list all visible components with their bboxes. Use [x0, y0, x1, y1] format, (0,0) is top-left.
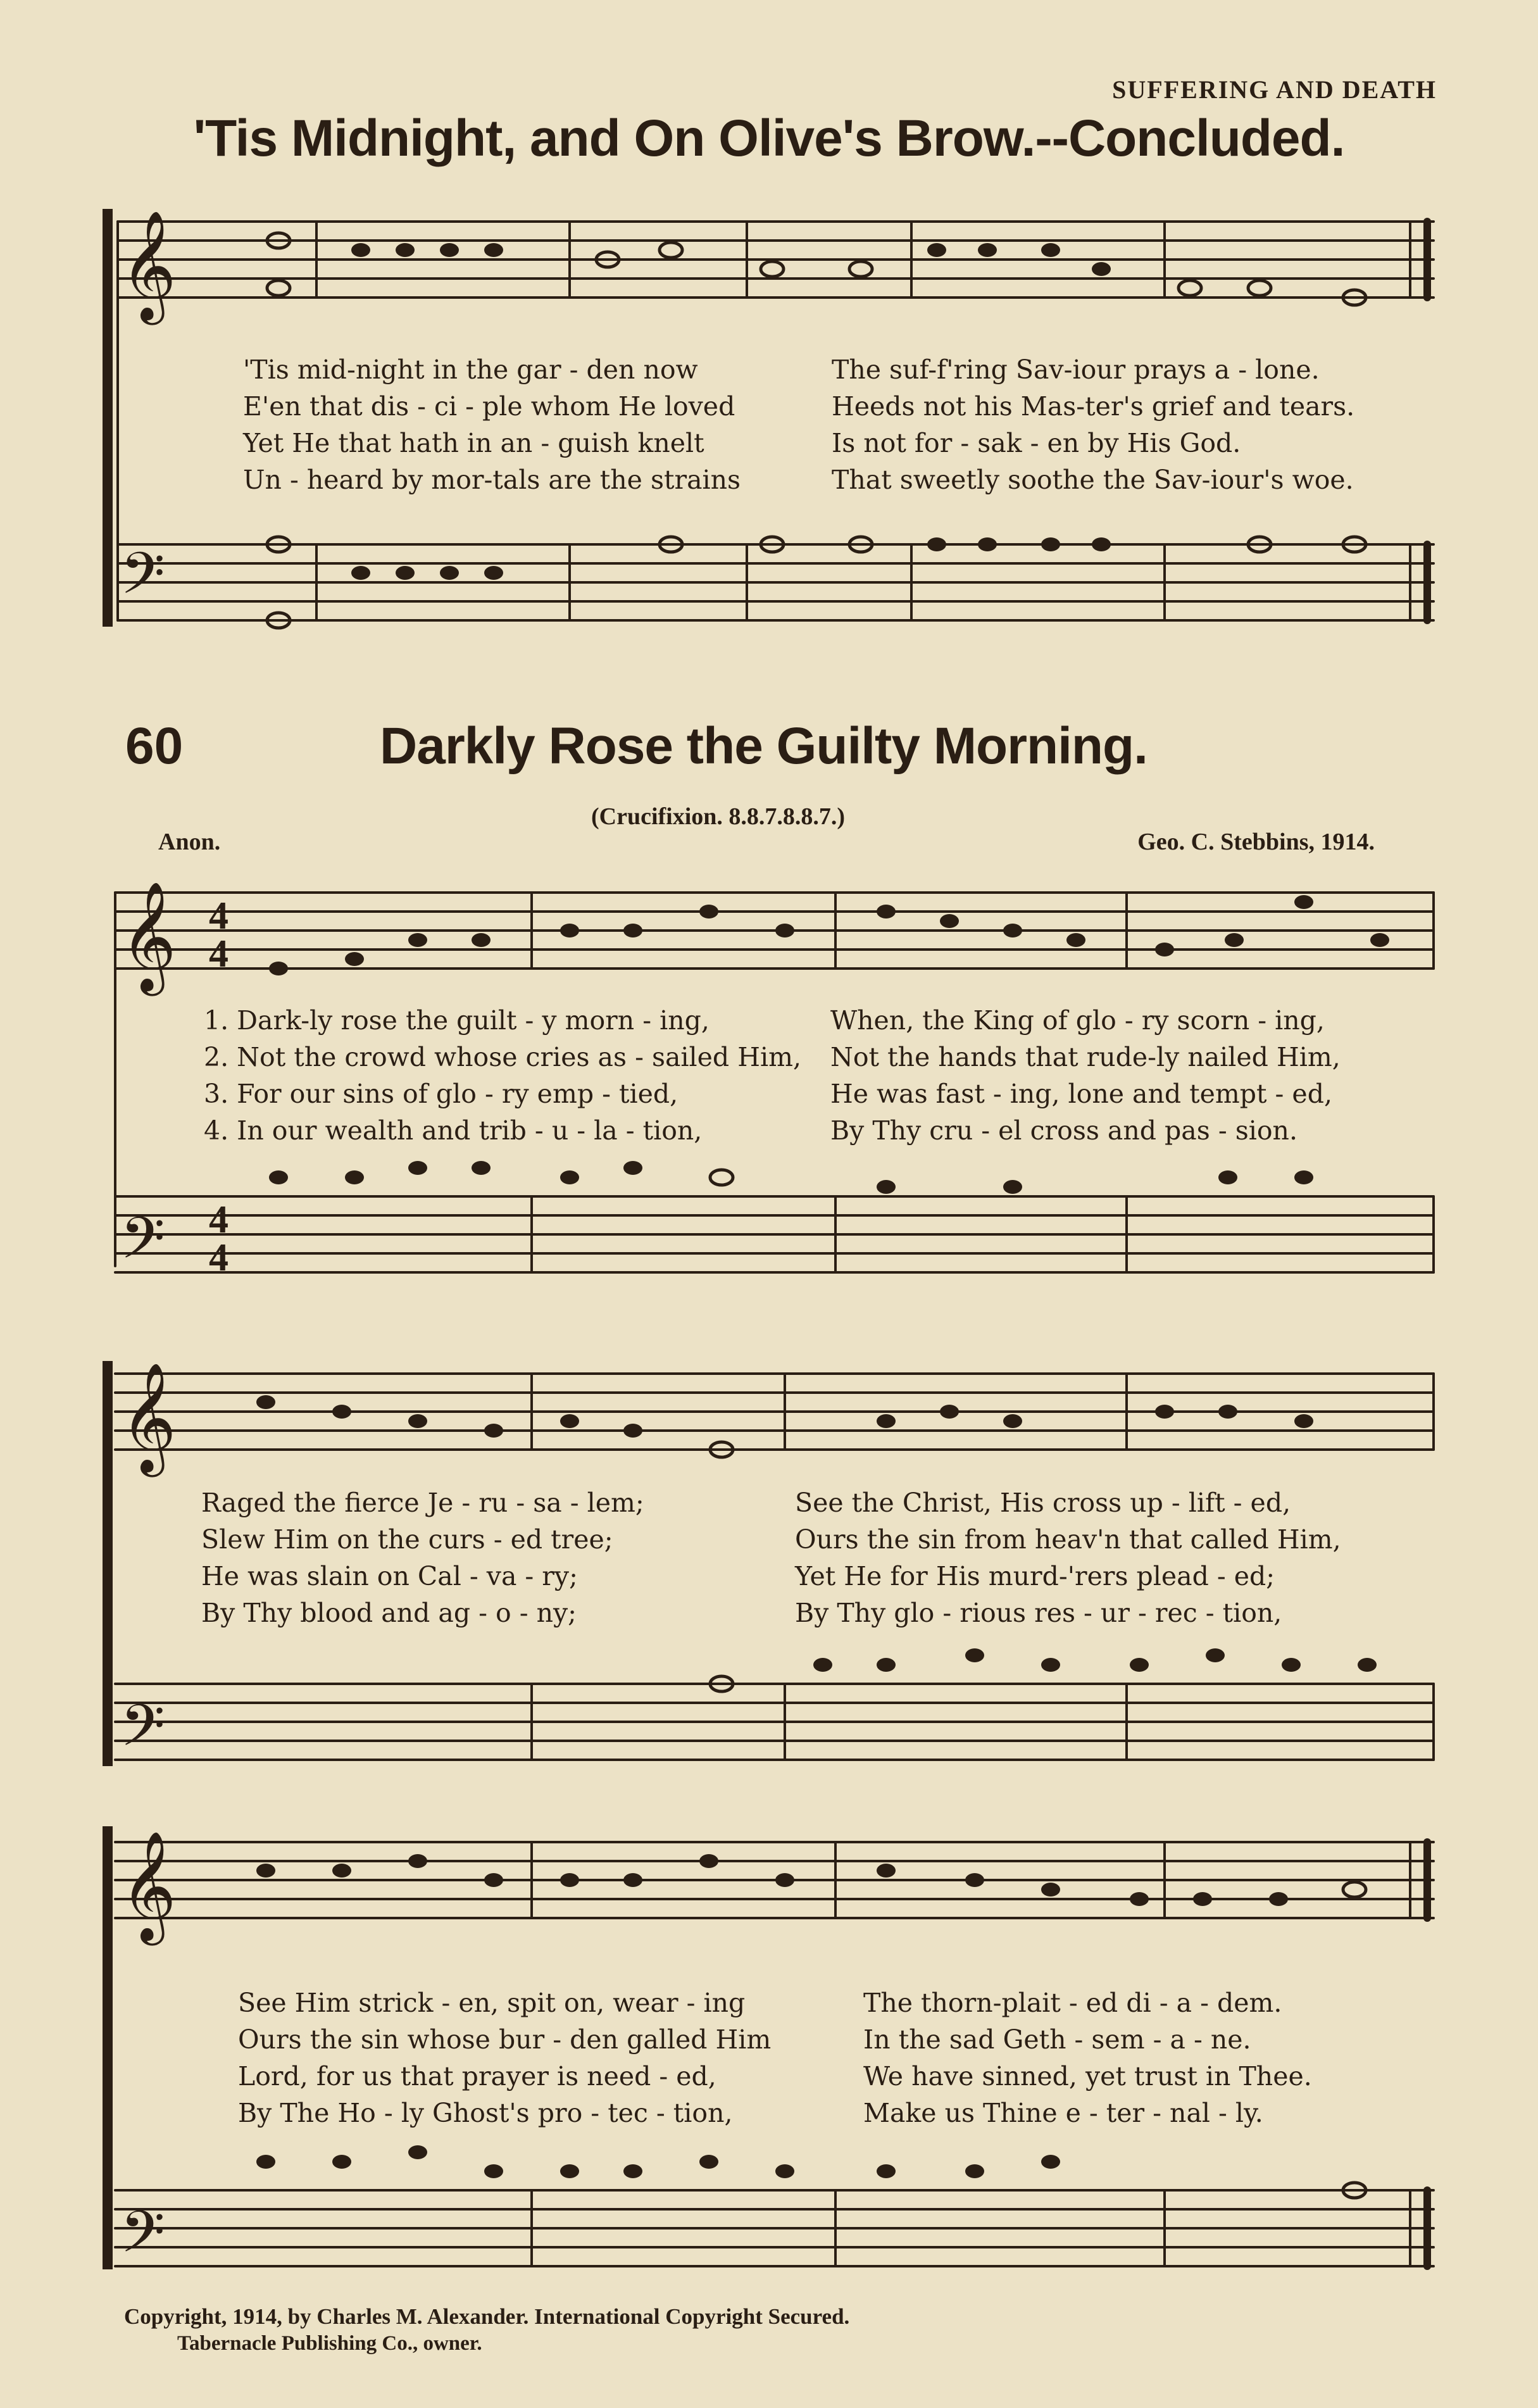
treble-clef-icon: 𝄞 — [120, 881, 177, 991]
svg-text:4: 4 — [209, 932, 228, 975]
hymn-author: Anon. — [158, 829, 221, 855]
bass-clef-icon: 𝄢 — [120, 1692, 165, 1773]
treble-clef-icon: 𝄞 — [120, 210, 177, 320]
system-a-treble-staff — [118, 222, 1434, 298]
bass-clef-icon: 𝄢 — [120, 540, 165, 621]
bass-clef-icon: 𝄢 — [120, 1205, 165, 1286]
treble-clef-icon: 𝄞 — [120, 1362, 177, 1472]
hymn-title: Darkly Rose the Guilty Morning. — [380, 717, 1147, 775]
svg-text:4: 4 — [209, 894, 228, 937]
copyright-notice: Copyright, 1914, by Charles M. Alexander. International Copyright Secured. — [124, 2304, 850, 2329]
previous-hymn-title: 'Tis Midnight, and On Olive's Brow.--Concluded. — [193, 110, 1345, 167]
svg-text:4: 4 — [209, 1236, 228, 1279]
section-label: SUFFERING AND DEATH — [1112, 75, 1437, 104]
hymn-composer: Geo. C. Stebbins, 1914. — [1137, 829, 1375, 855]
bass-clef-icon: 𝄢 — [120, 2198, 165, 2279]
treble-clef-icon: 𝄞 — [120, 1831, 177, 1941]
system-a-brace — [103, 209, 113, 627]
hymn-number: 60 — [125, 717, 184, 775]
system-a-bass-staff — [118, 544, 1434, 620]
noteheads — [256, 243, 1389, 2178]
publisher-notice: Tabernacle Publishing Co., owner. — [177, 2332, 482, 2355]
svg-text:4: 4 — [209, 1198, 228, 1241]
hymn-meter: (Crucifixion. 8.8.7.8.8.7.) — [591, 803, 846, 830]
